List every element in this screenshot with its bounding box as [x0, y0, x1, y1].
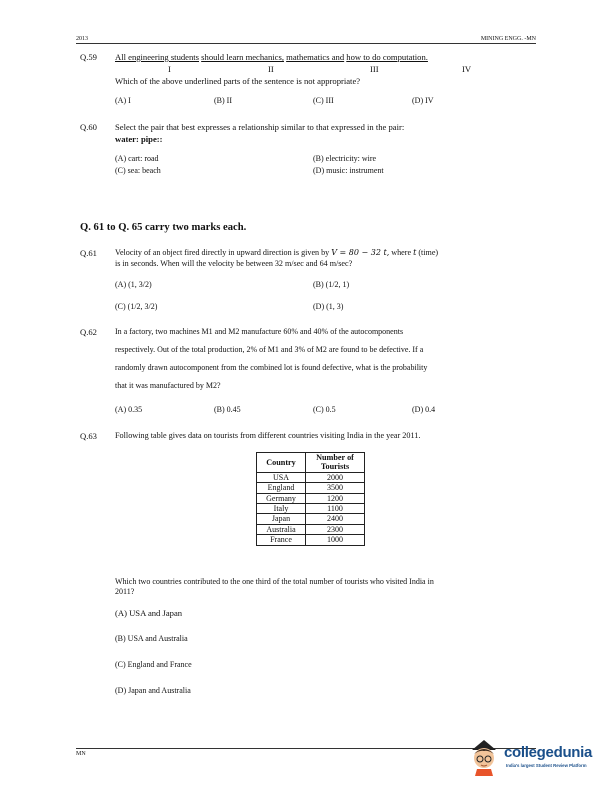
header-paper: MINING ENGG. -MN	[480, 36, 536, 42]
q59-part-2: should learn mechanics,	[201, 52, 284, 62]
q61-t: t	[413, 248, 417, 257]
q61-number: Q.61	[80, 248, 97, 258]
mascot-icon	[466, 736, 502, 776]
table-cell-country: Germany	[257, 493, 306, 503]
table-cell-tourists: 1200	[306, 493, 365, 503]
table-header-tourists: Number of Tourists	[306, 453, 365, 473]
q61-line-2: is in seconds. When will the velocity be between 32 m/sec and 64 m/sec?	[115, 259, 353, 268]
q63-option-a: (A) USA and Japan	[115, 608, 183, 618]
table-row	[257, 514, 365, 524]
q59-sentence	[115, 52, 428, 62]
q60-option-a: (A) cart: road	[115, 154, 159, 163]
q60-number: Q.60	[80, 122, 97, 132]
q61-line-1	[115, 248, 438, 257]
q62-line-3: randomly drawn autocomponent from the combined lot is found defective, what is the probability	[115, 363, 428, 372]
table-header-row	[257, 453, 365, 473]
q63-number: Q.63	[80, 431, 97, 441]
logo-tagline: India's largest Student Review Platform	[506, 763, 587, 768]
table-cell-tourists: 1000	[306, 535, 365, 545]
q60-option-c: (C) sea: beach	[115, 166, 161, 175]
q60-option-d: (D) music: instrument	[313, 166, 384, 175]
table-row	[257, 524, 365, 534]
q60-question: Select the pair that best expresses a relationship similar to that expressed in the pair:	[115, 122, 405, 132]
q59-option-c: (C) III	[313, 96, 334, 105]
table-row	[257, 535, 365, 545]
q61-formula: V = 80 − 32 t,	[331, 248, 390, 257]
table-cell-tourists: 3500	[306, 483, 365, 493]
table-header-country: Country	[257, 453, 306, 473]
table-cell-tourists: 2400	[306, 514, 365, 524]
q60-option-b: (B) electricity: wire	[313, 154, 377, 163]
q62-option-b: (B) 0.45	[214, 405, 241, 414]
q61-where: where	[391, 248, 412, 257]
header-rule	[76, 43, 536, 44]
q61-suffix: (time)	[418, 248, 439, 257]
q63-option-d: (D) Japan and Australia	[115, 686, 191, 695]
collegedunia-logo	[466, 736, 606, 780]
section-heading: Q. 61 to Q. 65 carry two marks each.	[80, 222, 247, 233]
q62-line-2: respectively. Out of the total production, 2% of M1 and 3% of M2 are found to be defective. If a	[115, 345, 424, 354]
q62-option-c: (C) 0.5	[313, 405, 336, 414]
q60-pair: water: pipe::	[115, 134, 163, 144]
q59-numeral-4: IV	[462, 64, 472, 74]
q63-question-line-1: Which two countries contributed to the one third of the total number of tourists who visited India in	[115, 577, 434, 586]
table-cell-country: Italy	[257, 504, 306, 514]
q59-number: Q.59	[80, 52, 97, 62]
q59-part-1: All engineering students	[115, 52, 200, 62]
table-row	[257, 472, 365, 482]
q59-part-4: how to do computation.	[346, 52, 428, 62]
q63-intro: Following table gives data on tourists from different countries visiting India in the year 2011.	[115, 431, 421, 440]
q63-option-c: (C) England and France	[115, 660, 192, 669]
table-cell-country: Japan	[257, 514, 306, 524]
header-year: 2013	[76, 36, 88, 42]
q59-option-b: (B) II	[214, 96, 232, 105]
q62-option-a: (A) 0.35	[115, 405, 143, 414]
tourist-table	[256, 452, 365, 546]
logo-name: collegedunia	[504, 744, 593, 761]
q61-option-c: (C) (1/2, 3/2)	[115, 302, 158, 311]
q59-part-3: mathematics and	[286, 52, 345, 62]
footer-code: MN	[76, 751, 86, 757]
table-cell-tourists: 2000	[306, 472, 365, 482]
q63-question-line-2: 2011?	[115, 587, 135, 596]
q63-option-b: (B) USA and Australia	[115, 634, 188, 643]
table-row	[257, 493, 365, 503]
q62-number: Q.62	[80, 327, 97, 337]
table-cell-country: France	[257, 535, 306, 545]
q59-numeral-3: III	[370, 64, 379, 74]
table-cell-tourists: 1100	[306, 504, 365, 514]
q61-option-d: (D) (1, 3)	[313, 302, 344, 311]
q62-line-1: In a factory, two machines M1 and M2 manufacture 60% and 40% of the autocomponents	[115, 327, 404, 336]
q59-numeral-1: I	[168, 64, 171, 74]
q61-line-1-prefix: Velocity of an object fired directly in upward direction is given by	[115, 248, 330, 257]
table-cell-country: Australia	[257, 524, 306, 534]
q62-option-d: (D) 0.4	[412, 405, 436, 414]
table-row	[257, 504, 365, 514]
table-cell-tourists: 2300	[306, 524, 365, 534]
table-cell-country: USA	[257, 472, 306, 482]
table-row	[257, 483, 365, 493]
q61-option-b: (B) (1/2, 1)	[313, 280, 350, 289]
q62-line-4: that it was manufactured by M2?	[115, 381, 221, 390]
table-cell-country: England	[257, 483, 306, 493]
q59-numeral-2: II	[268, 64, 274, 74]
q59-question: Which of the above underlined parts of the sentence is not appropriate?	[115, 76, 361, 86]
q59-option-d: (D) IV	[412, 96, 434, 105]
q61-option-a: (A) (1, 3/2)	[115, 280, 152, 289]
q59-option-a: (A) I	[115, 96, 131, 105]
